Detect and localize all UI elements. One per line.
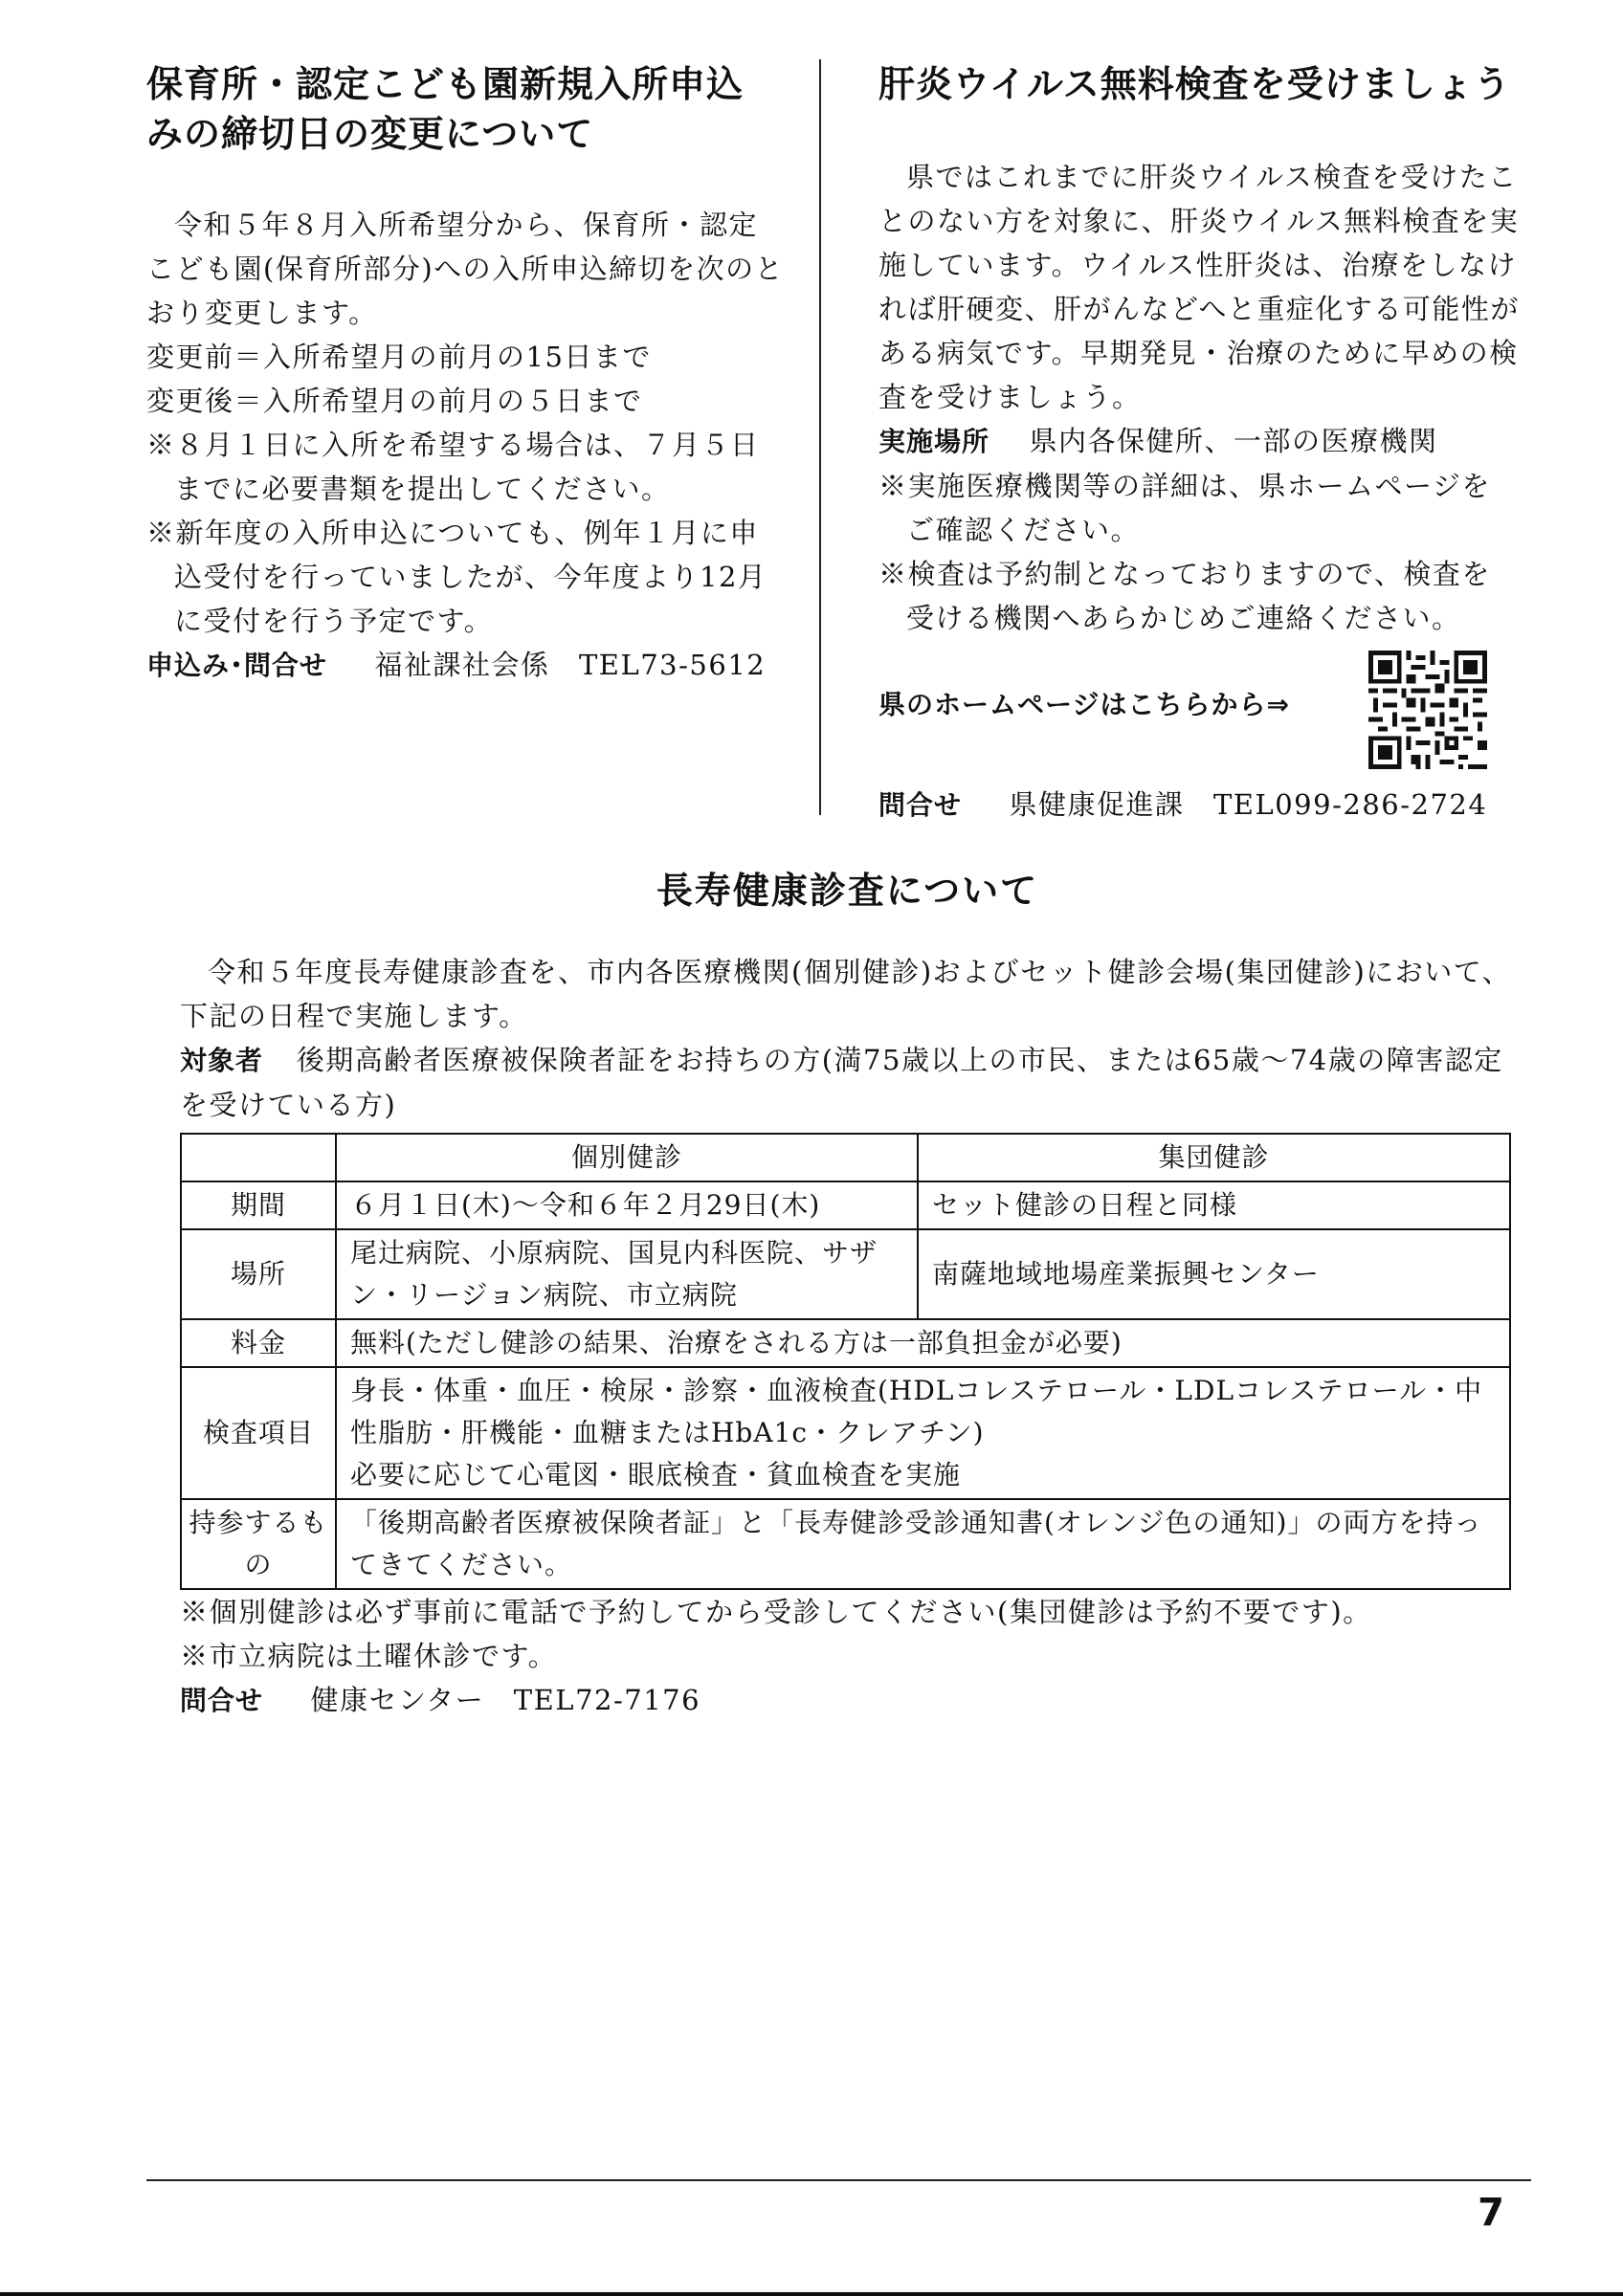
period-group: セット健診の日程と同様 [918,1181,1510,1229]
bring-text: 「後期高齢者医療被保険者証」と「長寿健診受診通知書(オレンジ色の通知)」の両方を持ってきてください。 [336,1499,1510,1589]
table-corner-cell [181,1134,336,1181]
checkup-target-text: 後期高齢者医療被保険者証をお持ちの方(満75歳以上の市民、または65歳～74歳の障害認定を受けている方) [180,1044,1503,1121]
homepage-link[interactable]: 県のホームページはこちらから⇒ [878,689,1290,720]
nursery-before: 変更前＝入所希望月の前月の15日まで [146,341,652,373]
table-row [181,1229,1510,1319]
footer-rule [146,2179,1531,2181]
row-label-fee: 料金 [181,1319,336,1367]
row-label-place: 場所 [181,1229,336,1319]
checkup-contact [180,1678,1515,1723]
col-header-group: 集団健診 [918,1134,1510,1181]
col-header-individual: 個別健診 [336,1134,918,1181]
checkup-intro: 令和５年度長寿健康診査を、市内各医療機関(個別健診)およびセット健診会場(集団健診)において、下記の日程で実施します。 [180,956,1512,1032]
checkup-article [180,866,1515,1723]
checkup-table [180,1133,1511,1590]
nursery-title [146,59,786,159]
hepatitis-note-1: ※実施医療機関等の詳細は、県ホームページをご確認ください。 [878,470,1491,546]
checkup-title: 長寿健康診査について [656,870,1039,912]
place-individual: 尾辻病院、小原病院、国見内科医院、サザン・リージョン病院、市立病院 [336,1229,918,1319]
checkup-target-label: 対象者 [180,1045,264,1076]
nursery-after: 変更後＝入所希望月の前月の５日まで [146,385,643,417]
hepatitis-intro: 県ではこれまでに肝炎ウイルス検査を受けたことのない方を対象に、肝炎ウイルス無料検査を実施しています。ウイルス性肝炎は、治療をしなければ肝硬変、肝がんなどへと重症化する可能性がある病気です。早期発見・治療のために早めの検査を受けましょう。 [878,161,1520,413]
nursery-title-line2: みの締切日の変更について [146,113,594,155]
checkup-note-1: ※個別健診は必ず事前に電話で予約してから受診してください(集団健診は予約不要です)。 [180,1596,1372,1628]
items-text-2: 必要に応じて心電図・眼底検査・貧血検査を実施 [350,1459,962,1490]
checkup-target [180,1038,1515,1127]
place-group: 南薩地域地場産業振興センター [918,1229,1510,1319]
qr-code-icon[interactable] [1368,651,1487,769]
row-label-period: 期間 [181,1181,336,1229]
fee-text: 無料(ただし健診の結果、治療をされる方は一部負担金が必要) [336,1319,1510,1367]
hepatitis-place [878,419,1520,464]
hepatitis-contact-label: 問合せ [878,789,963,821]
nursery-title-line1: 保育所・認定こども園新規入所申込 [146,63,745,105]
hepatitis-place-text: 県内各保健所、一部の医療機関 [1029,425,1438,457]
hepatitis-note-2: ※検査は予約制となっておりますので、検査を受ける機関へあらかじめご連絡ください。 [878,558,1491,634]
items-text-1: 身長・体重・血圧・検尿・診察・血液検査(HDLコレステロール・LDLコレステロール・中性脂肪・肝機能・血糖またはHbA1c・クレアチン) [350,1375,1483,1448]
hepatitis-title: 肝炎ウイルス無料検査を受けましょう [878,63,1511,105]
nursery-note-1: ※８月１日に入所を希望する場合は、７月５日までに必要書類を提出してください。 [146,429,760,505]
table-row [181,1319,1510,1367]
column-divider [819,59,821,815]
hepatitis-place-label: 実施場所 [878,426,990,457]
row-label-items: 検査項目 [181,1367,336,1499]
page-number: 7 [1478,2191,1504,2235]
table-row [181,1181,1510,1229]
nursery-note-2: ※新年度の入所申込についても、例年１月に申込受付を行っていましたが、今年度より12月に受付を行う予定です。 [146,517,767,637]
hepatitis-contact [878,783,1520,828]
nursery-contact-text: 福祉課社会係 TEL73-5612 [374,649,767,681]
checkup-contact-text: 健康センター TEL72-7176 [310,1684,701,1716]
nursery-article [146,59,786,688]
checkup-note-2: ※市立病院は土曜休診です。 [180,1640,558,1672]
table-row [181,1499,1510,1589]
row-label-bring: 持参するもの [181,1499,336,1589]
nursery-contact [146,643,786,688]
table-row [181,1367,1510,1499]
period-individual: ６月１日(木)～令和６年２月29日(木) [336,1181,918,1229]
table-header-row [181,1134,1510,1181]
nursery-intro: 令和５年８月入所希望分から、保育所・認定こども園(保育所部分)への入所申込締切を次のとおり変更します。 [146,209,785,329]
checkup-contact-label: 問合せ [180,1685,264,1716]
bottom-edge-line [0,2292,1623,2296]
hepatitis-contact-text: 県健康促進課 TEL099-286-2724 [1009,788,1488,821]
items-cell [336,1367,1510,1499]
nursery-contact-label: 申込み･問合せ [146,650,328,681]
